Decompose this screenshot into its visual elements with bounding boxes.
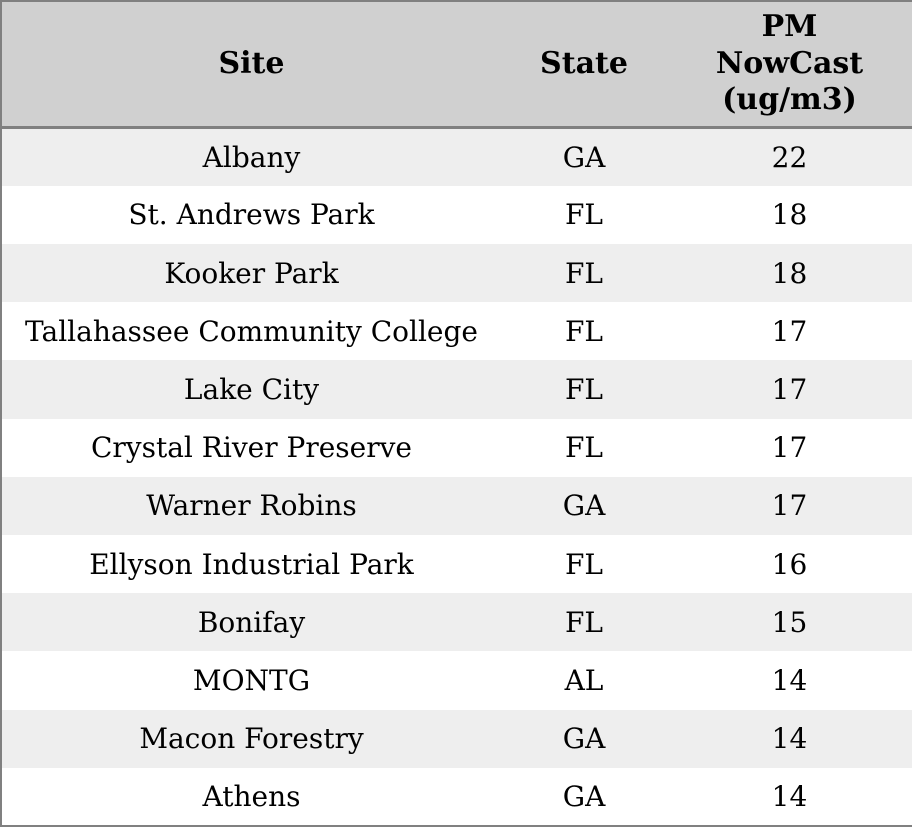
table-row [1, 360, 912, 418]
site-cell: Warner Robins [146, 489, 357, 523]
site-cell: Bonifay [197, 605, 306, 639]
state-cell: FL [564, 605, 604, 639]
pm-nowcast-cell: 14 [771, 779, 808, 813]
column-header-site [1, 1, 501, 128]
column-header-pm-nowcast [667, 1, 912, 128]
site-cell: MONTG [192, 663, 311, 697]
table-row [1, 768, 912, 826]
header-row [1, 1, 912, 128]
site-cell: Albany [202, 140, 301, 174]
pm-nowcast-cell: 16 [771, 547, 808, 581]
table-row [1, 128, 912, 186]
table-row [1, 302, 912, 360]
column-header-pm-nowcast-label: PM NowCast (ug/m3) [715, 9, 864, 118]
state-cell: FL [564, 431, 604, 465]
table-row [1, 244, 912, 302]
table-row [1, 419, 912, 477]
table-header [1, 1, 912, 128]
state-cell: FL [564, 547, 604, 581]
pm-nowcast-cell: 22 [771, 140, 808, 174]
site-cell: Ellyson Industrial Park [89, 547, 414, 581]
column-header-site-label: Site [218, 45, 285, 81]
pm-nowcast-cell: 14 [771, 722, 808, 756]
site-cell: Tallahassee Community College [25, 314, 478, 348]
table-body [1, 128, 912, 827]
column-header-state [501, 1, 667, 128]
state-cell: AL [564, 663, 604, 697]
pm-nowcast-cell: 18 [771, 256, 808, 290]
table-row [1, 535, 912, 593]
column-header-state-label: State [540, 45, 628, 81]
table-row [1, 710, 912, 768]
table-row [1, 651, 912, 709]
site-cell: Athens [202, 779, 301, 813]
state-cell: FL [564, 198, 604, 232]
pm-nowcast-cell: 17 [771, 489, 808, 523]
state-cell: GA [562, 489, 606, 523]
state-cell: GA [562, 779, 606, 813]
state-cell: FL [564, 372, 604, 406]
state-cell: FL [564, 314, 604, 348]
pm-nowcast-cell: 15 [771, 605, 808, 639]
site-cell: Crystal River Preserve [90, 431, 412, 465]
pm-nowcast-cell: 17 [771, 372, 808, 406]
table-row [1, 477, 912, 535]
pm-nowcast-cell: 17 [771, 431, 808, 465]
state-cell: FL [564, 256, 604, 290]
site-cell: Macon Forestry [139, 722, 364, 756]
pm-nowcast-cell: 14 [771, 663, 808, 697]
pm-nowcast-cell: 17 [771, 314, 808, 348]
table-row [1, 593, 912, 651]
site-cell: St. Andrews Park [128, 198, 375, 232]
table-row [1, 186, 912, 244]
site-cell: Lake City [183, 372, 320, 406]
pm-nowcast-cell: 18 [771, 198, 808, 232]
site-cell: Kooker Park [164, 256, 339, 290]
state-cell: GA [562, 722, 606, 756]
state-cell: GA [562, 140, 606, 174]
